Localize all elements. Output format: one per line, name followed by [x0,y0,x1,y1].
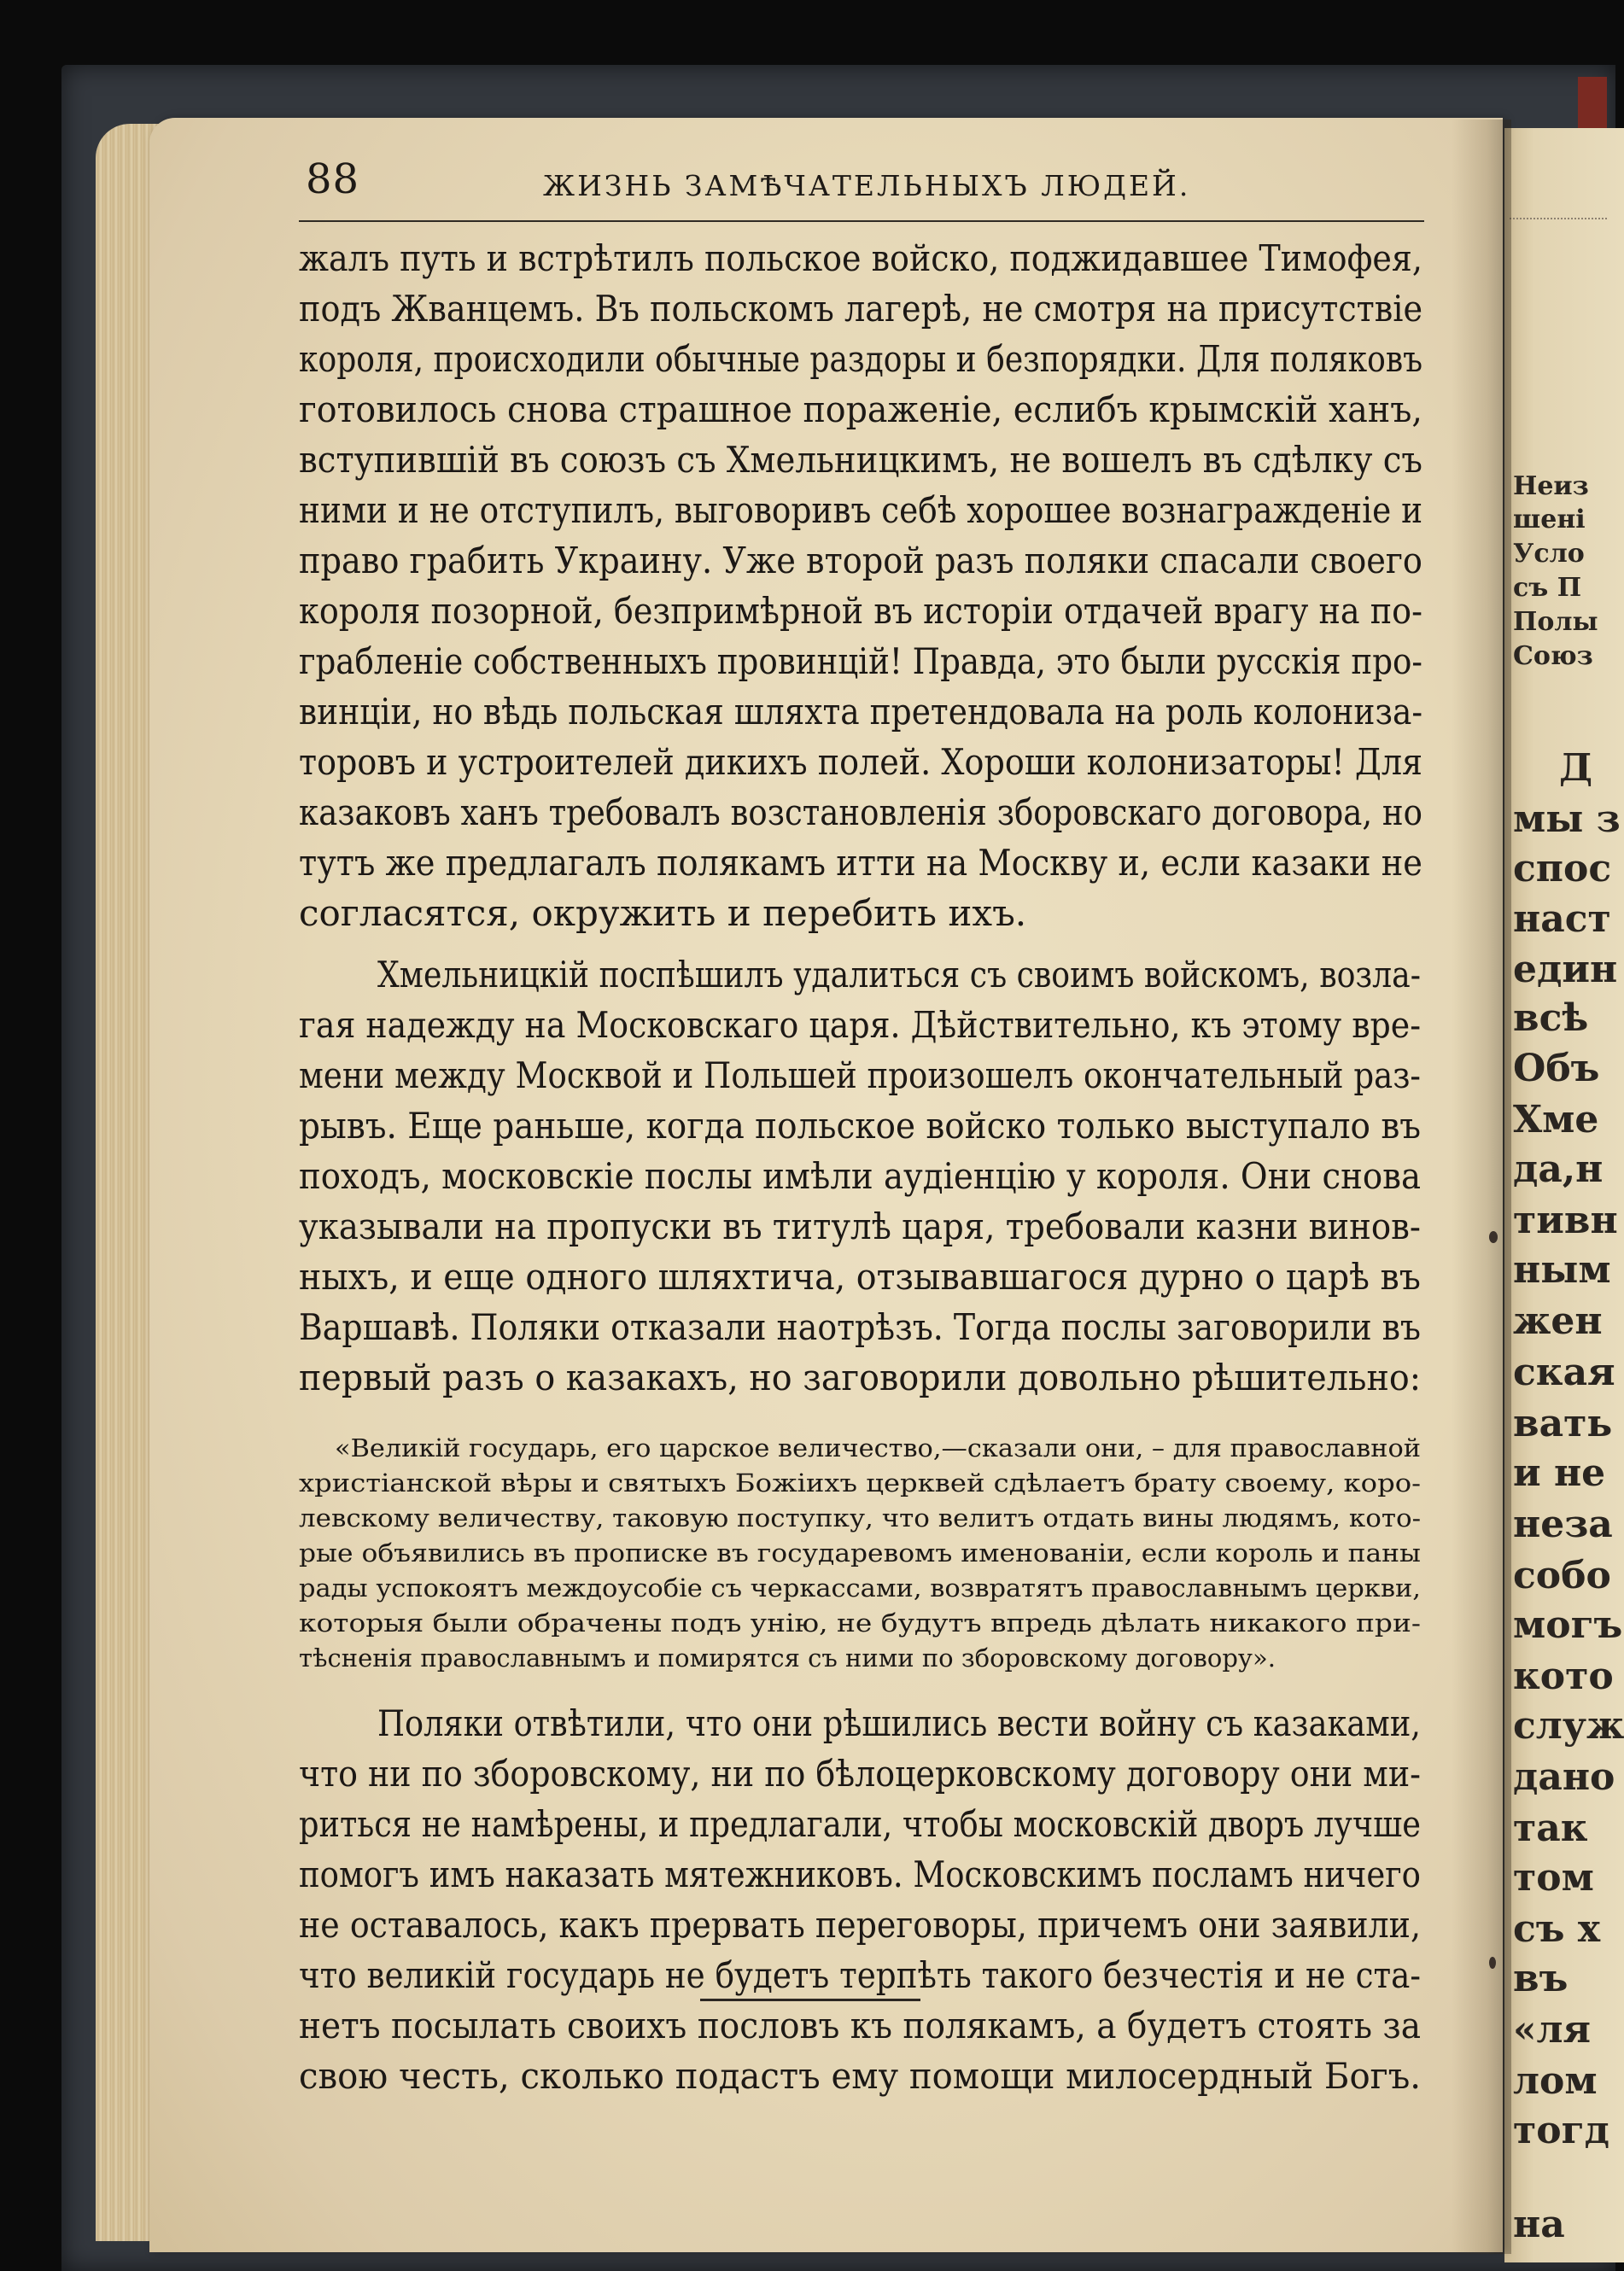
paragraph-3-line: что ни по зборовскому, ни по бѣлоцерковскому договору они ми- [299,1753,1421,1795]
end-rule [700,1999,920,2001]
header-rule [299,220,1424,222]
paragraph-1-line: ними и не отступилъ, выговоривъ себѣ хорошее вознагражденіе и [299,489,1423,531]
paragraph-2-line: гая надежду на Московскаго царя. Дѣйствительно, къ этому вре- [299,1004,1422,1046]
paragraph-1-line: казаковъ ханъ требовалъ возстановленія зборовскаго договора, но [299,791,1422,833]
right-text-line: спос [1513,847,1612,890]
right-text-line: ская [1513,1351,1615,1394]
right-text-line: да,н [1513,1147,1604,1191]
paragraph-1-line: согласятся, окружить и перебить ихъ. [299,892,1027,934]
quote-line: «Великій государь, его царское величество,—сказали они, – для православной [335,1433,1422,1462]
running-head: ЖИЗНЬ ЗАМѢЧАТЕЛЬНЫХЪ ЛЮДЕЙ. [543,169,1191,202]
right-text-line: и не [1513,1451,1606,1495]
quote-line: христіанской вѣры и святыхъ Божіихъ церквей сдѣлаетъ брату своему, коро- [299,1468,1421,1497]
right-sidenote-line: съ П [1513,573,1582,603]
paragraph-1-line: короля, происходили обычные раздоры и безпорядки. Для поляковъ [299,338,1423,380]
right-text-line: служ [1513,1704,1624,1748]
paragraph-1-line: право грабить Украину. Уже второй разъ поляки спасали своего [299,540,1422,581]
right-text-line: неза [1513,1503,1613,1546]
paragraph-2-line: Хмельницкій поспѣшилъ удалиться съ своимъ войскомъ, возла- [377,954,1421,995]
right-text-line: наст [1513,897,1611,941]
right-text-line: жен [1513,1299,1603,1343]
paragraph-1-line: подъ Жванцемъ. Въ польскомъ лагерѣ, не смотря на присутствіе [299,288,1423,330]
paragraph-2-line: указывали на пропуски въ титулѣ царя, требовали казни винов- [299,1206,1421,1247]
quote-line: которыя были обрачены подъ унію, не будутъ впредь дѣлать никакого при- [299,1608,1421,1638]
right-sidenote-line: Полы [1513,607,1598,637]
paragraph-3-line: помогъ имъ наказать мятежниковъ. Московскимъ посламъ ничего [299,1854,1421,1895]
quote-line: рые объявились въ прописке въ государевомъ именованіи, если король и паны [299,1538,1421,1568]
paragraph-1-line: готовилось снова страшное пораженіе, еслибъ крымскій ханъ, [299,388,1422,430]
right-text-line: тогд [1513,2109,1609,2152]
right-text-line: Объ [1513,1047,1600,1090]
paragraph-2-line: мени между Москвой и Польшей произошелъ окончательный раз- [299,1054,1421,1096]
page-number: 88 [306,155,360,203]
gutter-shadow [1452,120,1511,2254]
right-text-line: ным [1513,1248,1611,1292]
right-text-line: тивн [1513,1199,1618,1242]
right-text-line: въ [1513,1957,1569,2000]
right-text-line: един [1513,948,1618,991]
right-sidenote-line: шені [1513,505,1586,534]
right-text-line: Хме [1513,1098,1599,1141]
right-text-line: кото [1513,1655,1614,1698]
paragraph-1-line: грабленіе собственныхъ провинцій! Правда, это были русскія про- [299,640,1423,682]
paragraph-3-line: нетъ посылать своихъ пословъ къ полякамъ, а будетъ стоять за [299,2005,1422,2046]
paragraph-1-line: короля позорной, безпримѣрной въ исторіи отдачей врагу на по- [299,590,1422,632]
paragraph-1-line: тутъ же предлагалъ полякамъ итти на Москву и, если казаки не [299,842,1422,884]
paragraph-1-line: жалъ путь и встрѣтилъ польское войско, поджидавшее Тимофея, [299,237,1422,279]
quote-line: рады успокоятъ междоусобіе съ черкассами, возвратятъ православнымъ церкви, [299,1573,1421,1603]
paragraph-3-line: риться не намѣрены, и предлагали, чтобы московскій дворъ лучше [299,1803,1421,1845]
paragraph-3-line: не оставалось, какъ прервать переговоры, причемъ они заявили, [299,1904,1422,1946]
paragraph-1-line: винціи, но вѣдь польская шляхта претендовала на роль колониза- [299,691,1423,733]
right-text-line: том [1513,1856,1594,1900]
paragraph-2-line: ныхъ, и еще одного шляхтича, отзывавшагося дурно о царѣ въ [299,1256,1421,1298]
right-text-line: так [1513,1807,1588,1850]
right-page-header-rule [1510,218,1607,219]
right-text-line: всѣ [1513,996,1589,1040]
paragraph-3-line: свою честь, сколько подастъ ему помощи милосердный Богъ. [299,2055,1422,2097]
right-text-line: вать [1513,1402,1613,1445]
right-text-line: лом [1513,2059,1598,2103]
right-text-line: дано [1513,1755,1615,1799]
right-sidenote-line: Неиз [1513,471,1589,501]
paragraph-3-line: Поляки отвѣтили, что они рѣшились вести войну съ казаками, [377,1702,1421,1744]
paragraph-1-line: вступившій въ союзъ съ Хмельницкимъ, не вошелъ въ сдѣлку съ [299,439,1423,481]
right-sidenote-line: Союз [1513,641,1593,671]
paragraph-2-line: Варшавѣ. Поляки отказали наотрѣзъ. Тогда послы заговорили въ [299,1306,1421,1348]
quote-line: тѣсненія православнымъ и помирятся съ ними по зборовскому договору». [299,1643,1276,1673]
paragraph-1-line: торовъ и устроителей дикихъ полей. Хороши колонизаторы! Для [299,741,1423,783]
paragraph-2-line: рывъ. Еще раньше, когда польское войско только выступало въ [299,1105,1422,1147]
paragraph-2-line: походъ, московскіе послы имѣли аудіенцію у короля. Они снова [299,1155,1422,1197]
right-text-line: могъ [1513,1603,1623,1647]
red-bookmark [1578,77,1607,128]
right-text-line: Д [1559,746,1593,790]
ink-spot [1489,1957,1496,1969]
right-text-line: съ х [1513,1907,1601,1951]
right-text-line: собо [1513,1554,1611,1597]
right-text-line: на [1513,2203,1565,2246]
quote-line: левскому величеству, таковую поступку, что велитъ отдать вины людямъ, кото- [299,1503,1422,1532]
paragraph-3-line: что великій государь не будетъ терпѣть такого безчестія и не ста- [299,1954,1421,1996]
right-text-line: мы з [1513,797,1621,841]
right-text-line: «ля [1513,2008,1592,2052]
ink-spot [1489,1231,1498,1243]
paragraph-2-line: первый разъ о казакахъ, но заговорили довольно рѣшительно: [299,1357,1422,1398]
right-sidenote-line: Усло [1513,539,1585,569]
